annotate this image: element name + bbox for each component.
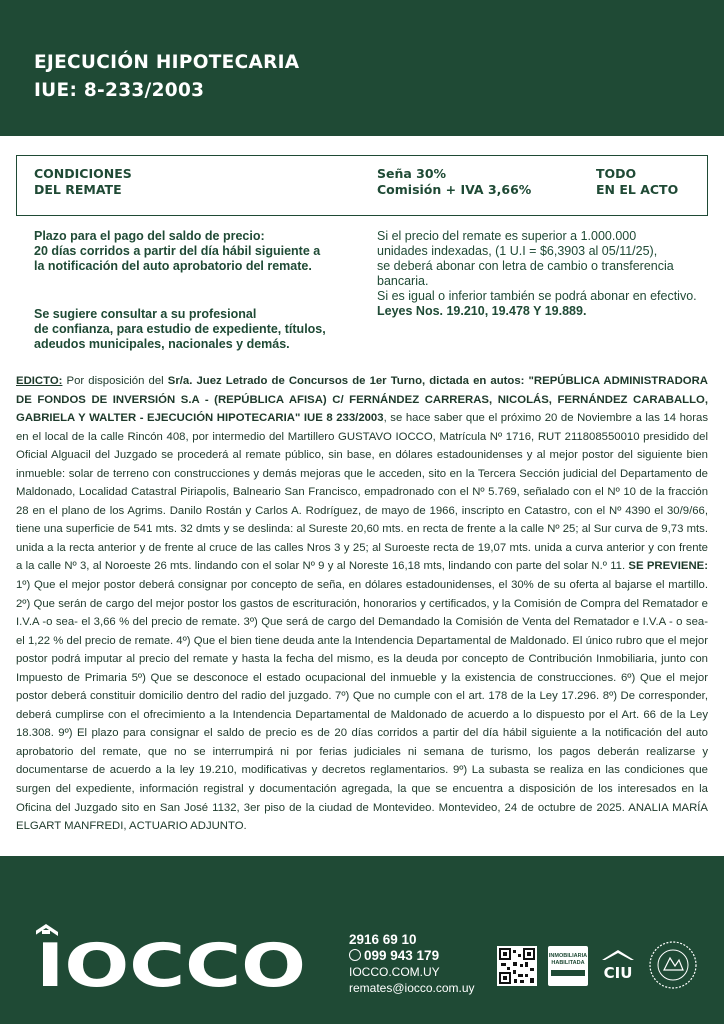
- licensed-agency-badge: INMOBILIARIA HABILITADA: [548, 946, 588, 986]
- website-link[interactable]: IOCCO.COM.UY: [349, 965, 440, 979]
- conditions-label: CONDICIONES DEL REMATE: [34, 166, 132, 197]
- case-number: IUE: 8-233/2003: [34, 80, 205, 101]
- footer: [0, 856, 724, 1024]
- ciu-logo: [600, 948, 636, 984]
- qr-code-icon: [497, 946, 537, 986]
- email-link[interactable]: remates@iocco.com.uy: [349, 981, 475, 995]
- header-banner: [0, 0, 724, 136]
- edict-lead: EDICTO:: [16, 375, 63, 387]
- iocco-logo: [36, 924, 308, 990]
- svg-text:CIU: CIU: [603, 964, 633, 982]
- phone-landline[interactable]: 2916 69 10: [349, 932, 417, 947]
- payment-term-note: Plazo para el pago del saldo de precio: 20 días corridos a partir del día hábil siguiente a la notificación del auto aprobatorio del remate.: [34, 229, 321, 273]
- page-title: EJECUCIÓN HIPOTECARIA: [34, 52, 300, 73]
- contact-info: [349, 932, 475, 996]
- price-payment-note: Si el precio del remate es superior a 1.000.000 unidades indexadas, (1 U.I = $6,3903 al 05/11/25), se deberá abonar con letra de cambio o transferencia bancaria. Si es igual o inferior también se podrá abonar en efectivo. Leyes Nos. 19.210, 19.478 Y 19.889.: [377, 229, 697, 318]
- edict-text: EDICTO: Por disposición del Sr/a. Juez Letrado de Concursos de 1er Turno, dictada en autos: "REPÚBLICA ADMINISTRADORA DE FONDOS DE INVERSIÓN S.A - (REPÚBLICA AFISA) C/ FERNÁNDEZ CARRERAS, NICOLÁS, FERNÁNDEZ CARABALLO, GABRIELA Y WALTER - EJECUCIÓN HIPOTECARIA" IUE 8 233/2003, se hace saber que el próximo 20 de Noviembre a las 14 horas en el local de la calle Rincón 408, por intermedio del Martillero GUSTAVO IOCCO, Matrícula Nº 1716, RUT 211808550010 presidido del Oficial Alguacil del Juzgado se procederá al remate público, sin base, en dólares estadounidenses y al mejor postor del siguiente bien inmueble: solar de terreno con construcciones y demás mejoras que le acceden, sito en la Tercera Sección judicial del Departamento de Maldonado, Localidad Catastral Piriapolis, Balneario San Francisco, empadronado con el Nº 5.769, señalado con el Nº 10 de la fracción 28 en el plano de los Agrims. Danilo Rostán y Carlos A. Rodríguez, de mayo de 1966, inscripto en Catastro, con el Nº 4390 el 30/9/66, tiene una superficie de 541 mts. 32 dmts y se deslinda: al Sureste 20,60 mts. en recta de frente a la calle Nº 25; al Sur curva de 9,73 mts. unida a la recta anterior y de frente al cruce de las calles Nros 3 y 25; al Suroeste recta de 19,07 mts. unida a curva anterior y con frente a la calle Nº 3, al Noroeste 26 mts. lindando con el solar Nº 9 y al Noreste 16,18 mts, lindando con parte del solar N.º 11. SE PREVIENE: 1º) Que el mejor postor deberá consignar por concepto de seña, en dólares estadounidenses, el 30% de su oferta al bajarse el martillo. 2º) Que serán de cargo del mejor postor los gastos de escrituración, honorarios y certificados, y la Comisión de Compra del Rematador e I.V.A -o sea- el 3,66 % del precio de remate. 3º) Que será de cargo del Demandado la Comisión de Venta del Rematador e I.V.A - o sea- el 1,22 % del precio de remate. 4º) Que el bien tiene deuda ante la Intendencia Departamental de Maldonado. El único rubro que el mejor postor podrá imputar al precio del remate y hasta la fecha del mismo, es la deuda por concepto de Contribución Inmobiliaria, junto con Impuesto de Primaria 5º) Que se desconoce el estado ocupacional del inmueble y la existencia de construcciones. 6º) Que el mejor postor deberá constituir domicilio dentro del radio del juzgado. 7º) Que no cumple con el art. 178 de la Ley 17.296. 8º) De corresponder, deberá cumplirse con el ofrecimiento a la Intendencia Departamental de Maldonado de acuerdo a lo dispuesto por el Art. 66 de la Ley 18.308. 9º) El plazo para consignar el saldo de precio es de 20 días corridos a partir del día hábil siguiente a la notificación del auto aprobatorio del remate, que no se interrumpirá ni por ferias judiciales ni semana de turismo, los pagos deberán realizarse y documentarse de acuerdo a la ley 19.210, modificativas y decretos reglamentarios. 9º) La subasta se realiza en las condiciones que surgen del expediente, información registral y documentación agregada, la que se encuentra a disposición de los interesados en la Oficina del Juzgado sito en San José 1132, 3er piso de la ciudad de Montevideo. Montevideo, 24 de octubre de 2025. ANALIA MARÍA ELGART MANFREDI, ACTUARIO ADJUNTO.: [16, 375, 708, 833]
- laws-reference: Leyes Nos. 19.210, 19.478 Y 19.889.: [377, 304, 587, 318]
- svg-text:IOCCO: IOCCO: [36, 931, 306, 990]
- consult-note: Se sugiere consultar a su profesional de confianza, para estudio de expediente, títulos, adeudos municipales, nacionales y demás.: [34, 307, 326, 351]
- deposit-commission: Seña 30% Comisión + IVA 3,66%: [377, 166, 532, 197]
- phone-mobile[interactable]: 099 943 179: [349, 948, 475, 964]
- whatsapp-icon: [349, 949, 361, 961]
- payment-timing: TODO EN EL ACTO: [596, 166, 679, 197]
- conditions-box: [16, 155, 708, 216]
- real-estate-chamber-seal-icon: [648, 940, 698, 990]
